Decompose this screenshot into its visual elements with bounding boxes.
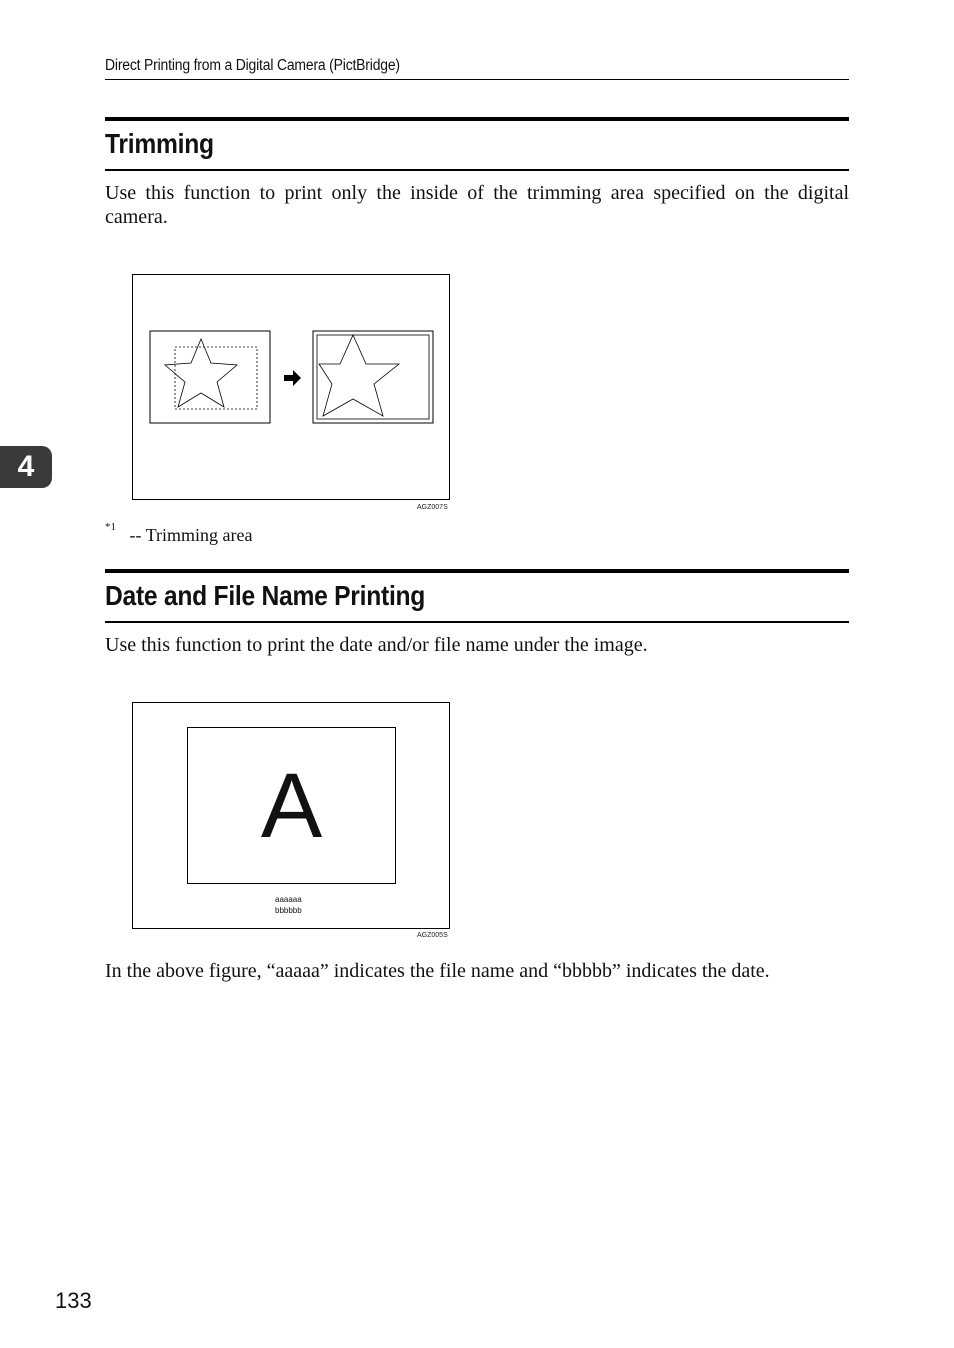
section-rule-bottom [105,169,849,171]
figure-explanation: In the above figure, “aaaaa” indicates the file name and “bbbbb” indicates the date. [105,960,770,982]
footnote-trimming-area [105,521,253,546]
printed-date: bbbbbb [275,906,302,915]
chapter-tab: 4 [0,446,52,488]
figure-code: AGZ007S [417,504,448,511]
footnote-marker: *1 [105,521,116,533]
trimming-figure [132,274,450,500]
trimming-illustration [133,275,449,499]
printed-file-name: aaaaaa [275,895,302,904]
header-rule [105,79,849,80]
date-file-description: Use this function to print the date and/or file name under the image. [105,634,648,656]
section-title-trimming: Trimming [105,128,214,159]
running-header: Direct Printing from a Digital Camera (PictBridge) [105,57,400,74]
section-rule-top [105,117,849,121]
section-title-date-file-name: Date and File Name Printing [105,580,426,611]
printed-image-frame [187,727,396,884]
footnote-text: -- Trimming area [129,525,253,545]
trimming-description: Use this function to print only the inside of the trimming area specified on the digital camera. [105,182,849,228]
figure-code: AGZ005S [417,932,448,939]
section-rule-bottom [105,621,849,623]
trimming-area [175,347,257,409]
date-file-figure [132,702,450,929]
star-enlarged-shape [319,335,399,416]
result-inner-frame [317,335,429,419]
star-shape [165,339,237,407]
arrow-right-icon [284,370,301,386]
result-image-frame [313,331,433,423]
section-rule-top [105,569,849,573]
big-letter: A [260,754,323,857]
page-number: 133 [55,1288,92,1313]
